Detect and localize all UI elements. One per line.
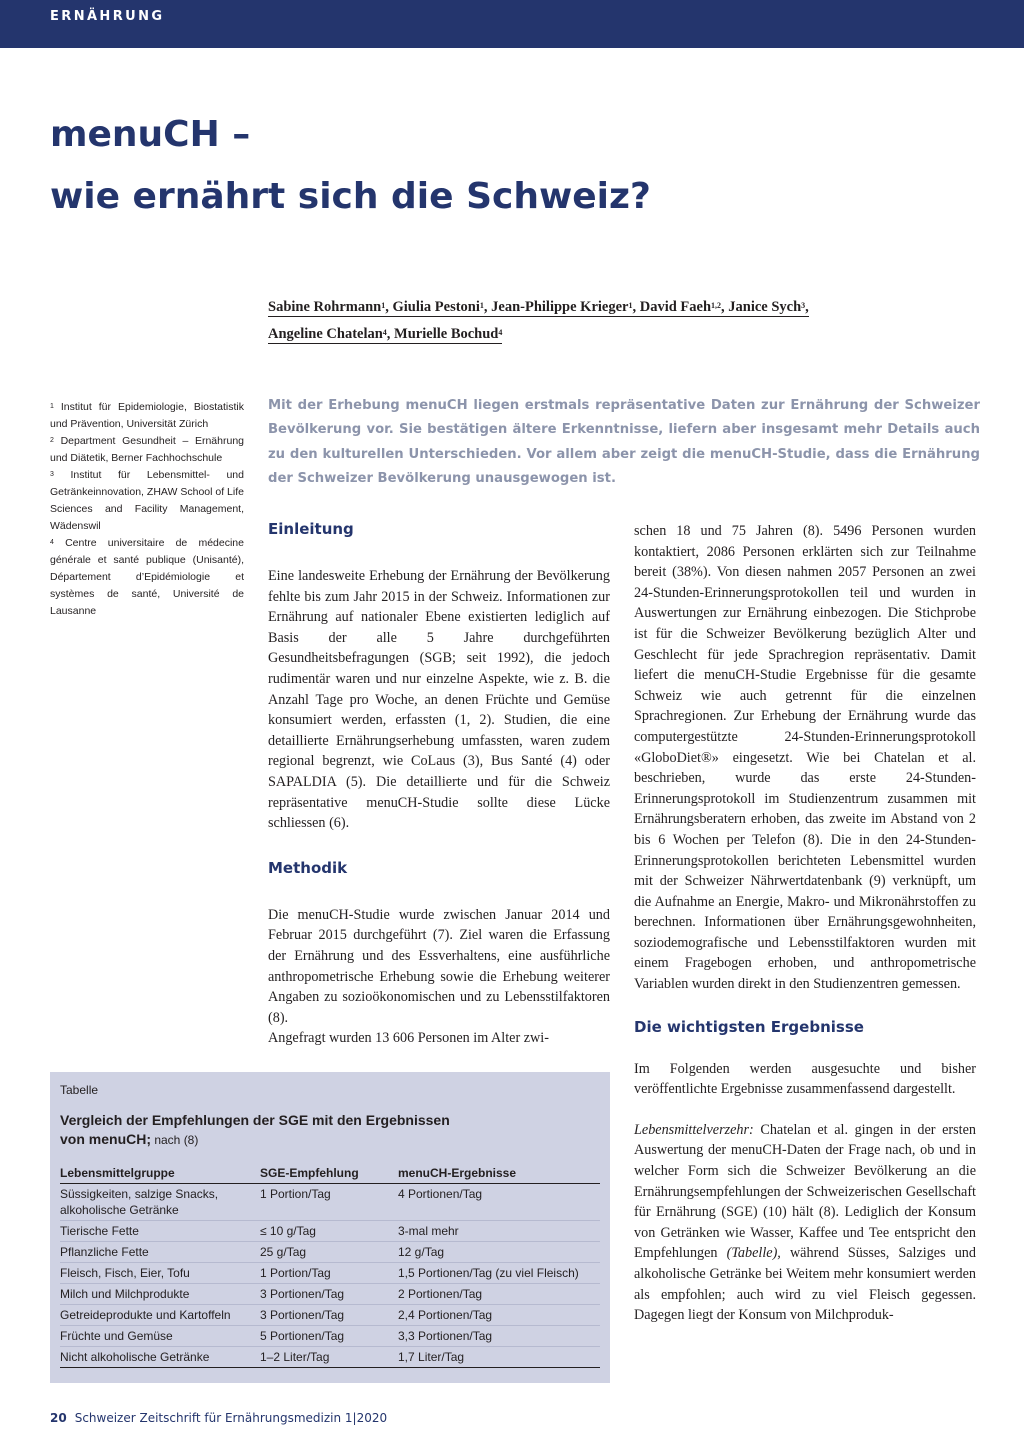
section-label: ERNÄHRUNG — [50, 9, 165, 24]
author-sep: , — [385, 299, 393, 315]
table-header-cell: Lebensmittelgruppe — [60, 1165, 260, 1184]
author-line-1-text — [268, 299, 809, 317]
table-cell: Süssigkeiten, salzige Snacks, alkoholische Getränke — [60, 1184, 260, 1221]
table-row — [60, 1221, 600, 1242]
page-footer — [50, 1411, 387, 1425]
column-right — [634, 521, 976, 1326]
title-line-1: menuCH – — [50, 114, 251, 155]
table-cell: 2,4 Portionen/Tag — [398, 1305, 600, 1326]
table-cell: 4 Portionen/Tag — [398, 1184, 600, 1221]
author-name: Sabine Rohrmann — [268, 299, 382, 315]
paragraph-ergebnisse-intro: Im Folgenden werden ausgesuchte und bisher veröffentlichte Ergebnisse zusammenfassend dargestellt. — [634, 1060, 976, 1098]
table-header-row — [60, 1165, 600, 1184]
table-row — [60, 1242, 600, 1263]
author-name: Murielle Bochud — [394, 326, 499, 342]
table-cell: 2 Portionen/Tag — [398, 1284, 600, 1305]
table-row — [60, 1263, 600, 1284]
author-sep: , — [805, 299, 809, 315]
author-line-2 — [268, 321, 908, 348]
table-cell: Nicht alkoholische Getränke — [60, 1347, 260, 1368]
author-sep: , — [632, 299, 640, 315]
affiliation-text: Institut für Epidemiologie, Biostatistik und Prävention, Universität Zürich — [50, 401, 244, 430]
table-cell: 3-mal mehr — [398, 1221, 600, 1242]
author-sep: , — [721, 299, 729, 315]
table-cell: Getreideprodukte und Kartoffeln — [60, 1305, 260, 1326]
affiliation-text: Institut für Lebensmittel- und Getränkeinnovation, ZHAW School of Life Sciences and Facility Management, Wädenswil — [50, 469, 244, 532]
table-header-cell: SGE-Empfehlung — [260, 1165, 398, 1184]
affiliation-number: 1 — [50, 403, 54, 410]
author-line-1 — [268, 294, 908, 321]
author-name: Janice Sych — [728, 299, 802, 315]
author-affil-ref: 1 — [628, 301, 633, 310]
paragraph-methodik-cont: schen 18 und 75 Jahren (8). 5496 Personen wurden kontaktiert, 2086 Personen erklärten sich zur Teilnahme bereit (38%). Von diesen nahmen 2057 Personen an zwei 24-Stunden-Erinnerungsprotokollen teil und wurden in Auswertungen zur Ernährung einbezogen. Die Stichprobe ist für die Schweizer Bevölkerung bezüglich Alter und Geschlecht für jede Sprachregion repräsentativ. Damit liefert die menuCH-Studie Ergebnisse für die gesamte Schweiz wie auch getrennt für die einzelnen Sprachregionen. Zur Erhebung der Ernährung wurde das computergestützte 24-Stunden-Erinnerungsprotokoll «GloboDiet®» eingesetzt. Wie bei Chatelan et al. beschrieben, wurde das erste 24-Stunden-Erinnerungsprotokoll im Studienzentrum zusammen mit Ernährungsberatern erhoben, das zweite im Abstand von 2 bis 6 Wochen per Telefon (8). Die in den 24-Stunden-Erinnerungsprotokollen berichteten Lebensmittel wurden mit der Schweizer Nährwertdatenbank (9) verknüpft, um die Aufnahme an Energie, Makro- und Mikronährstoffen zu berechnen. Informationen über Ernährungsgewohnheiten, soziodemografische und Lebensstilfaktoren wurden mit einem Fragebogen erhoben, und anthropometrische Variablen wurden direkt in den Studienzentren gemessen. — [634, 523, 976, 993]
author-name: Angeline Chatelan — [268, 326, 383, 342]
table-cell: ≤ 10 g/Tag — [260, 1221, 398, 1242]
author-name: Giulia Pestoni — [392, 299, 480, 315]
table-row — [60, 1284, 600, 1305]
paragraph-einleitung: Eine landesweite Erhebung der Ernährung der Bevölkerung fehlte bis zum Jahr 2015 in der Schweiz. Informationen zur Ernährung auf nationaler Ebene existierten lediglich auf Basis der alle 5 Jahre durchgeführten Gesundheitsbefragungen (SGB; seit 1992), die jedoch rudimentär waren und nur einzelne Aspekte, wie z. B. die Anzahl Tage pro Woche, an denen Früchte und Gemüse konsumiert werden, erfassten (1, 2). Studien, die eine detaillierte Ernährungserhebung umfassten, waren zudem regional begrenzt, wie CoLaus (3), Bus Santé (4) oder SAPALDIA (5). Die detaillierte und für die Schweiz repräsentative menuCH-Studie sollte diese Lücke schliessen (6). — [268, 568, 610, 832]
table-row — [60, 1326, 600, 1347]
table-cell: 1 Portion/Tag — [260, 1263, 398, 1284]
author-affil-ref: 4 — [382, 328, 387, 337]
author-name: Jean-Philippe Krieger — [491, 299, 629, 315]
table-cell: 12 g/Tag — [398, 1242, 600, 1263]
paragraph-text: Chatelan et al. gingen in der ersten Auswertung der menuCH-Daten der Frage nach, ob und in welcher Form sich die Schweizer Bevölkerung an die Ernährungsempfehlungen der Schweizerischen Gesellschaft für Ernährung (SGE) (10) hält (8). Lediglich der Konsum von Getränken wie Wasser, Kaffee und Tee entspricht den Empfehlungen — [634, 1121, 976, 1262]
author-affil-ref: 4 — [498, 328, 503, 337]
table-title — [60, 1111, 600, 1150]
affiliation-item — [50, 433, 244, 467]
table-title-line-2: von menuCH; — [60, 1131, 151, 1147]
author-line-2-text — [268, 326, 502, 344]
table-row — [60, 1305, 600, 1326]
author-sep: , — [386, 326, 395, 342]
author-affil-ref: 1 — [479, 301, 484, 310]
journal-name: Schweizer Zeitschrift für Ernährungsmedizin 1|2020 — [74, 1411, 388, 1425]
table-header-cell: menuCH-Ergebnisse — [398, 1165, 600, 1184]
heading-ergebnisse: Die wichtigsten Ergebnisse — [634, 1017, 864, 1036]
table-row — [60, 1184, 600, 1221]
paragraph-methodik-1: Die menuCH-Studie wurde zwischen Januar 2014 und Februar 2015 durchgeführt (7). Ziel waren die Erfassung der Ernährung und des Essverhaltens, eine ausführliche anthropometrische Erhebung sowie die Erhebung weiterer Angaben zu sozioökonomischen und zu Lebensstilfaktoren (8). — [268, 906, 610, 1026]
paragraph-text: während Süsses, Salziges und alkoholische Getränke bei Weitem mehr konsumiert werden als empfohlen; auch wird zu viel Fleisch gegessen. Dagegen liegt der Konsum von Milchproduk- — [634, 1245, 976, 1324]
table-cell: 3,3 Portionen/Tag — [398, 1326, 600, 1347]
affiliation-text: Department Gesundheit – Ernährung und Diätetik, Berner Fachhochschule — [50, 435, 244, 464]
table-cell: 1,7 Liter/Tag — [398, 1347, 600, 1368]
heading-methodik: Methodik — [268, 858, 348, 877]
table-cell: 1 Portion/Tag — [260, 1184, 398, 1221]
author-list — [268, 294, 908, 348]
affiliation-item — [50, 535, 244, 620]
table-title-line-1: Vergleich der Empfehlungen der SGE mit den Ergebnissen — [60, 1112, 450, 1128]
affiliation-number: 2 — [50, 437, 54, 444]
inline-heading: Lebensmittelverzehr: — [634, 1121, 754, 1138]
table-cell: 25 g/Tag — [260, 1242, 398, 1263]
table-source: nach (8) — [151, 1133, 199, 1147]
author-affil-ref: 3 — [801, 301, 806, 310]
affiliation-text: Centre universitaire de médecine générale et santé publique (Unisanté), Département d’Epidémiologie et systèmes de santé, Université de Lausanne — [50, 537, 244, 617]
section-header-bar — [0, 0, 1024, 48]
table-cell: Pflanzliche Fette — [60, 1242, 260, 1263]
affiliations — [50, 399, 244, 620]
table-reference: (Tabelle), — [726, 1245, 781, 1262]
table-cell: 1–2 Liter/Tag — [260, 1347, 398, 1368]
column-left — [268, 514, 610, 1049]
table-row — [60, 1347, 600, 1368]
table-cell: 1,5 Portionen/Tag (zu viel Fleisch) — [398, 1263, 600, 1284]
table-cell: 5 Portionen/Tag — [260, 1326, 398, 1347]
affiliation-number: 4 — [50, 539, 54, 546]
affiliation-number: 3 — [50, 471, 54, 478]
affiliation-item — [50, 467, 244, 535]
table-cell: 3 Portionen/Tag — [260, 1284, 398, 1305]
article-title — [50, 104, 651, 228]
affiliation-item — [50, 399, 244, 433]
paragraph-lebensmittelverzehr — [634, 1120, 976, 1326]
author-name: David Faeh — [639, 299, 712, 315]
comparison-table-box — [50, 1072, 610, 1383]
lead-paragraph: Mit der Erhebung menuCH liegen erstmals repräsentative Daten zur Ernährung der Schweizer Bevölkerung vor. Sie bestätigen ältere Erkenntnisse, liefern aber insgesamt mehr Details auch zu den kulturellen Unterschieden. Vor allem aber zeigt die menuCH-Studie, dass die Ernährung der Schweizer Bevölkerung unausgewogen ist. — [268, 398, 980, 486]
page-number: 20 — [50, 1411, 67, 1425]
author-affil-ref: 1,2 — [711, 301, 722, 310]
table-cell: Fleisch, Fisch, Eier, Tofu — [60, 1263, 260, 1284]
author-sep: , — [483, 299, 492, 315]
author-affil-ref: 1 — [381, 301, 386, 310]
table-cell: 3 Portionen/Tag — [260, 1305, 398, 1326]
table-cell: Tierische Fette — [60, 1221, 260, 1242]
paragraph-methodik-2: Angefragt wurden 13 606 Personen im Alter zwi- — [268, 1030, 549, 1047]
heading-einleitung: Einleitung — [268, 520, 354, 538]
table-cell: Früchte und Gemüse — [60, 1326, 260, 1347]
table-label: Tabelle — [60, 1083, 99, 1097]
title-line-2: wie ernährt sich die Schweiz? — [50, 176, 651, 217]
comparison-table — [60, 1165, 600, 1368]
table-cell: Milch und Milchprodukte — [60, 1284, 260, 1305]
